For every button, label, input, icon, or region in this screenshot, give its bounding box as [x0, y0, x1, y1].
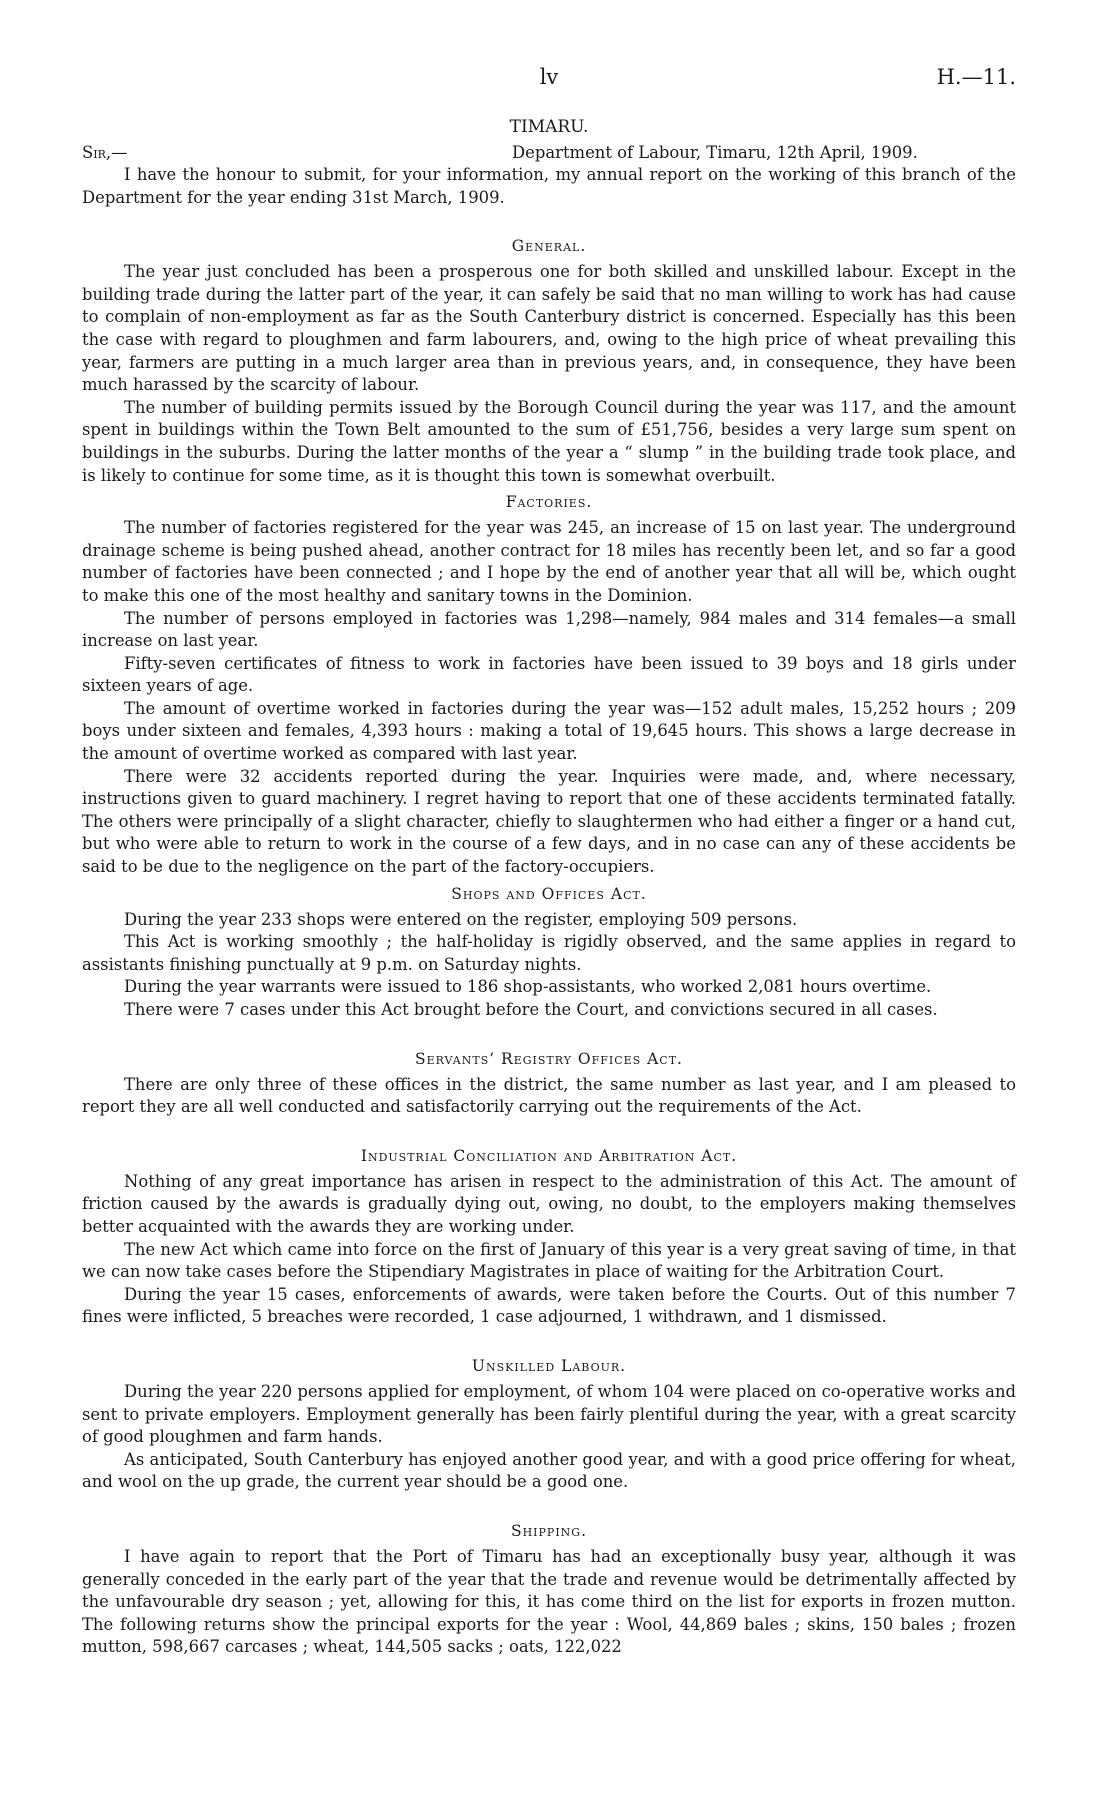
section-factories	[82, 491, 1016, 879]
paragraph: The new Act which came into force on the first of January of this year is a very great saving of time, in that we can now take cases before the Stipendiary Magistrates in place of waiting for the Arbitration Court.	[82, 1239, 1016, 1282]
section-heading: Factories.	[505, 493, 593, 512]
section-heading: Shops and Offices Act.	[451, 884, 647, 903]
section-general	[82, 235, 1016, 487]
section-heading: Unskilled Labour.	[471, 1356, 627, 1375]
paragraph: During the year 15 cases, enforcements of awards, were taken before the Courts. Out of this number 7 fines were inflicted, 5 breaches were recorded, 1 case adjourned, 1 withdrawn, and 1 dismissed.	[82, 1284, 1016, 1327]
paragraph: The year just concluded has been a prosperous one for both skilled and unskilled labour. Except in the building trade during the latter part of the year, it can safely be said that no man willing to work has had cause to complain of non-employment as far as the South Canterbury district is concerned. Especially has this been the case with regard to ploughmen and farm labourers, and, owing to the high price of wheat prevailing this year, farmers are putting in a much larger area than in previous years, and, in consequence, they have been much harassed by the scarcity of labour.	[82, 262, 1016, 395]
paragraph: I have again to report that the Port of Timaru has had an exceptionally busy year, although it was generally conceded in the early part of the year that the trade and revenue would be detrimentally affected by the unfavourable dry season ; yet, allowing for this, it has come third on the list for exports in frozen mutton. The following returns show the principal exports for the year : Wool, 44,869 bales ; skins, 150 bales ; frozen mutton, 598,667 carcases ; wheat, 144,505 sacks ; oats, 122,022	[82, 1546, 1016, 1657]
place-title: TIMARU.	[509, 117, 589, 137]
paragraph: There are only three of these offices in the district, the same number as last year, and I am pleased to report they are all well conducted and satisfactorily carrying out the requirements of the Act.	[82, 1074, 1016, 1117]
paragraph: There were 32 accidents reported during the year. Inquiries were made, and, where necessary, instructions given to guard machinery. I regret having to report that one of these accidents terminated fatally. The others were principally of a slight character, chiefly to slaughtermen who had either a finger or a hand cut, but who were able to return to work in the course of a few days, and in no case can any of these accidents be said to be due to the negligence on the part of the factory-occupiers.	[82, 766, 1016, 877]
section-heading: General.	[511, 237, 587, 256]
paragraph: As anticipated, South Canterbury has enjoyed another good year, and with a good price offering for wheat, and wool on the up grade, the current year should be a good one.	[82, 1449, 1016, 1492]
dateline: Department of Labour, Timaru, 12th April, 1909.	[512, 143, 918, 162]
section-servants-registry-offices-act	[82, 1048, 1016, 1119]
section-shops-and-offices-act	[82, 883, 1016, 1022]
intro-paragraph: I have the honour to submit, for your information, my annual report on the working of this branch of the Department for the year ending 31st March, 1909.	[82, 165, 1016, 207]
salutation: Sir,—	[82, 143, 128, 162]
paragraph: Fifty-seven certificates of fitness to work in factories have been issued to 39 boys and 18 girls under sixteen years of age.	[82, 653, 1016, 696]
section-unskilled-labour	[82, 1355, 1016, 1494]
paragraph: The number of persons employed in factories was 1,298—namely, 984 males and 314 females—a small increase on last year.	[82, 608, 1016, 651]
paragraph: The number of building permits issued by the Borough Council during the year was 117, and the amount spent in buildings within the Town Belt amounted to the sum of £51,756, besides a very large sum spent on buildings in the suburbs. During the latter months of the year a “ slump ” in the building trade took place, and is likely to continue for some time, as it is thought this town is somewhat overbuilt.	[82, 397, 1016, 485]
paragraph: During the year 220 persons applied for employment, of whom 104 were placed on co-operative works and sent to private employers. Employment generally has been fairly plentiful during the year, with a great scarcity of good ploughmen and farm hands.	[82, 1381, 1016, 1447]
paragraph: The number of factories registered for the year was 245, an increase of 15 on last year. The underground drainage scheme is being pushed ahead, another contract for 18 miles has recently been let, and so far a good number of factories have been connected ; and I hope by the end of another year that all will be, which ought to make this one of the most healthy and sanitary towns in the Dominion.	[82, 518, 1016, 605]
paragraph: Nothing of any great importance has arisen in respect to the administration of this Act. The amount of friction caused by the awards is gradually dying out, owing, no doubt, to the employers making themselves better acquainted with the awards they are working under.	[82, 1171, 1016, 1236]
section-heading: Servants’ Registry Offices Act.	[415, 1049, 683, 1068]
paragraph: During the year 233 shops were entered on the register, employing 509 persons.	[124, 909, 798, 929]
salutation-line	[82, 142, 1016, 164]
section-shipping	[82, 1520, 1016, 1659]
page-number: lv	[539, 65, 559, 89]
section-industrial-conciliation-and-arbitration-act	[82, 1145, 1016, 1329]
paragraph: The amount of overtime worked in factories during the year was—152 adult males, 15,252 hours ; 209 boys under sixteen and females, 4,393 hours : making a total of 19,645 hours. This shows a large decrease in the amount of overtime worked as compared with last year.	[82, 698, 1016, 764]
page-header	[82, 66, 1016, 96]
paragraph: This Act is working smoothly ; the half-holiday is rigidly observed, and the same applies in regard to assistants finishing punctually at 9 p.m. on Saturday nights.	[82, 932, 1016, 974]
document-reference: H.—11.	[936, 65, 1016, 89]
paragraph: During the year warrants were issued to 186 shop-assistants, who worked 2,081 hours overtime.	[124, 977, 932, 997]
section-heading: Industrial Conciliation and Arbitration Act.	[360, 1146, 738, 1165]
section-heading: Shipping.	[510, 1521, 588, 1540]
paragraph: There were 7 cases under this Act brought before the Court, and convictions secured in all cases.	[124, 1000, 938, 1019]
